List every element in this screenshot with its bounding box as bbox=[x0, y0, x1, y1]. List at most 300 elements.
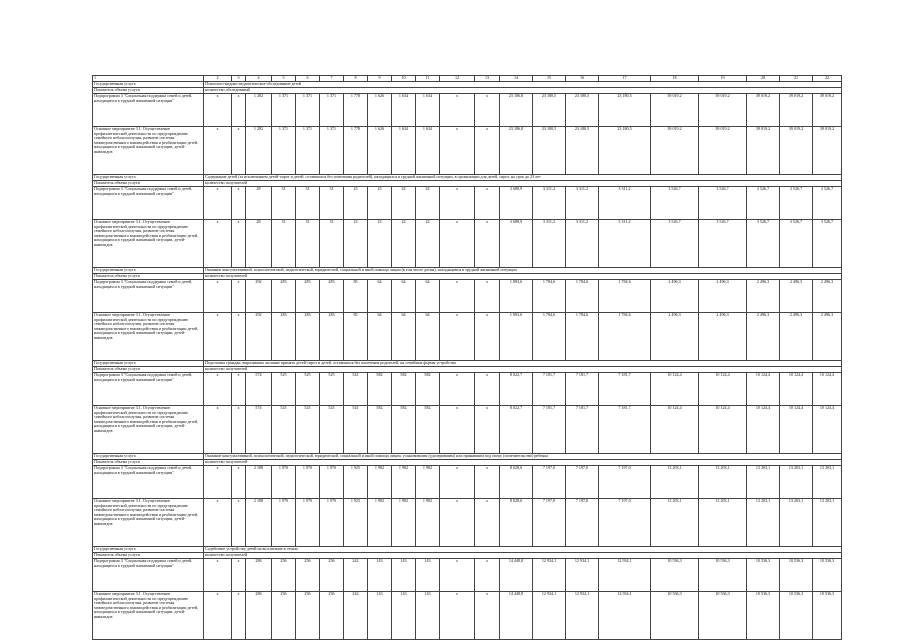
value-cell: 39 019,2 bbox=[747, 127, 780, 175]
value-cell: 10 124,4 bbox=[780, 373, 813, 406]
value-cell: 283 bbox=[320, 280, 344, 313]
value-cell: 7 197,0 bbox=[599, 466, 651, 499]
value-cell: 582 bbox=[392, 406, 416, 454]
value-cell: х bbox=[204, 499, 232, 547]
value-cell: 64 bbox=[416, 280, 440, 313]
value-cell: х bbox=[204, 94, 232, 127]
value-cell: 23 180,5 bbox=[533, 127, 566, 175]
value-cell: 3 526,7 bbox=[813, 187, 842, 220]
value-cell: 3 311,2 bbox=[566, 220, 599, 268]
value-cell: 7 181,7 bbox=[599, 373, 651, 406]
indicator-name: количество получателей bbox=[204, 367, 842, 373]
value-cell: 10 536,3 bbox=[651, 592, 699, 640]
value-cell: 286 bbox=[246, 559, 272, 592]
value-cell: 3 311,2 bbox=[533, 187, 566, 220]
column-number-cell: 10 bbox=[392, 76, 416, 82]
service-name: Содержание детей (за исключением детей-сирот и детей, оставшихся без попечения родителей), находящихся в трудной жизненной ситуации, в организации для детей, сирот, на срок до 23 лет bbox=[204, 175, 842, 181]
value-cell: х bbox=[204, 187, 232, 220]
column-number-cell: 3 bbox=[232, 76, 246, 82]
value-cell: 13 203,1 bbox=[651, 499, 699, 547]
value-cell: 31 bbox=[296, 220, 320, 268]
value-cell: 283 bbox=[320, 313, 344, 361]
value-cell: 1 778 bbox=[344, 94, 368, 127]
value-cell: 286 bbox=[246, 592, 272, 640]
service-label: Государственная услуга bbox=[93, 175, 204, 181]
value-cell: 256 bbox=[320, 592, 344, 640]
service-name: Оказание консультативной, психологической, педагогической, юридической, социальной и иной помощи лицам, усыновившим (удочерившим) или принявшим под опеку (попечительство) ребенка bbox=[204, 454, 842, 460]
value-cell: 1 371 bbox=[272, 94, 296, 127]
value-cell: 28 bbox=[246, 220, 272, 268]
value-cell: 31 bbox=[296, 187, 320, 220]
value-cell: 10 536,3 bbox=[780, 592, 813, 640]
value-cell: 39 019,2 bbox=[651, 127, 699, 175]
value-cell: 12 934,1 bbox=[599, 559, 651, 592]
column-number-cell: 18 bbox=[651, 76, 699, 82]
value-cell: х bbox=[475, 406, 500, 454]
value-cell: 23 180,5 bbox=[599, 127, 651, 175]
value-cell: 7 197,0 bbox=[566, 466, 599, 499]
value-cell: 10 536,3 bbox=[747, 559, 780, 592]
value-cell: х bbox=[440, 280, 475, 313]
value-cell: х bbox=[232, 406, 246, 454]
value-cell: 1 893,6 bbox=[500, 313, 533, 361]
indicator-label: Показатель объема услуги bbox=[93, 553, 204, 559]
value-cell: х bbox=[475, 559, 500, 592]
column-number-cell: 14 bbox=[500, 76, 533, 82]
value-cell: 242 bbox=[344, 592, 368, 640]
value-cell: 14 448,8 bbox=[500, 559, 533, 592]
value-cell: 1 982 bbox=[392, 499, 416, 547]
value-cell: 10 124,4 bbox=[813, 406, 842, 454]
value-cell: 143 bbox=[368, 559, 392, 592]
value-cell: 582 bbox=[416, 373, 440, 406]
value-cell: 1 371 bbox=[296, 94, 320, 127]
value-cell: 12 934,1 bbox=[533, 559, 566, 592]
value-cell: 8 028,6 bbox=[500, 499, 533, 547]
value-cell: 2 188 bbox=[246, 499, 272, 547]
value-cell: 256 bbox=[272, 592, 296, 640]
table-body bbox=[93, 76, 842, 640]
value-cell: 31 bbox=[272, 220, 296, 268]
value-cell: 574 bbox=[246, 406, 272, 454]
value-cell: 525 bbox=[272, 373, 296, 406]
value-cell: 2 496,3 bbox=[747, 280, 780, 313]
indicator-name: количество получателей bbox=[204, 460, 842, 466]
value-cell: 256 bbox=[296, 559, 320, 592]
value-cell: 10 536,3 bbox=[813, 559, 842, 592]
value-cell: 2 496,3 bbox=[780, 313, 813, 361]
value-cell: 143 bbox=[416, 592, 440, 640]
value-cell: х bbox=[440, 94, 475, 127]
value-cell: 1 982 bbox=[368, 466, 392, 499]
value-cell: 1 925 bbox=[344, 466, 368, 499]
value-cell: 64 bbox=[392, 280, 416, 313]
value-cell: 23 186,8 bbox=[500, 94, 533, 127]
value-cell: 10 124,4 bbox=[699, 373, 747, 406]
value-cell: 23 bbox=[368, 187, 392, 220]
column-number-cell: 21 bbox=[780, 76, 813, 82]
value-cell: 10 536,3 bbox=[699, 559, 747, 592]
value-cell: 31 bbox=[272, 187, 296, 220]
value-cell: х bbox=[232, 127, 246, 175]
value-cell: 1 784,6 bbox=[566, 280, 599, 313]
value-cell: х bbox=[475, 187, 500, 220]
column-number-cell: 7 bbox=[320, 76, 344, 82]
value-cell: 7 181,7 bbox=[599, 406, 651, 454]
value-cell: 23 bbox=[368, 220, 392, 268]
value-cell: 13 203,1 bbox=[747, 499, 780, 547]
value-cell: 256 bbox=[320, 559, 344, 592]
value-cell: х bbox=[232, 94, 246, 127]
table-row bbox=[93, 187, 842, 220]
value-cell: х bbox=[475, 127, 500, 175]
program-name-cell: Основное мероприятие 3.1. Осуществление профилактической деятельности по предупреждению семейного неблагополучия, развитие системы межведомственного взаимодействия и реабилитации детей, находящихся в трудной жизненной ситуации, детей-инвалидов bbox=[93, 499, 204, 547]
value-cell: 3 311,2 bbox=[533, 220, 566, 268]
value-cell: 1 282 bbox=[246, 94, 272, 127]
value-cell: 64 bbox=[392, 313, 416, 361]
value-cell: 3 526,7 bbox=[747, 220, 780, 268]
column-number-cell: 1 bbox=[93, 76, 204, 82]
value-cell: 283 bbox=[296, 313, 320, 361]
value-cell: 3 526,7 bbox=[699, 220, 747, 268]
value-cell: 10 124,4 bbox=[780, 406, 813, 454]
value-cell: 39 019,2 bbox=[699, 94, 747, 127]
indicator-label: Показатель объема услуги bbox=[93, 181, 204, 187]
value-cell: 1 626 bbox=[368, 94, 392, 127]
value-cell: х bbox=[475, 499, 500, 547]
value-cell: 85 bbox=[344, 313, 368, 361]
value-cell: 7 181,7 bbox=[533, 406, 566, 454]
indicator-name: количество обследований bbox=[204, 88, 842, 94]
value-cell: х bbox=[232, 373, 246, 406]
value-cell: 1 371 bbox=[272, 127, 296, 175]
value-cell: 23 180,5 bbox=[566, 94, 599, 127]
program-name-cell: Основное мероприятие 3.1. Осуществление профилактической деятельности по предупреждению семейного неблагополучия, развитие системы межведомственного взаимодействия и реабилитации детей, находящихся в трудной жизненной ситуации, детей-инвалидов bbox=[93, 592, 204, 640]
value-cell: 31 bbox=[320, 187, 344, 220]
value-cell: 7 197,0 bbox=[533, 499, 566, 547]
value-cell: 242 bbox=[344, 559, 368, 592]
value-cell: 10 536,3 bbox=[747, 592, 780, 640]
column-number-cell: 11 bbox=[416, 76, 440, 82]
value-cell: 582 bbox=[368, 406, 392, 454]
value-cell: х bbox=[204, 220, 232, 268]
value-cell: 3 526,7 bbox=[780, 220, 813, 268]
value-cell: 39 019,2 bbox=[813, 94, 842, 127]
value-cell: 1 970 bbox=[272, 466, 296, 499]
program-name-cell: Основное мероприятие 3.1. Осуществление профилактической деятельности по предупреждению семейного неблагополучия, развитие системы межведомственного взаимодействия и реабилитации детей, находящихся в трудной жизненной ситуации, детей-инвалидов bbox=[93, 220, 204, 268]
program-name-cell: Основное мероприятие 3.1. Осуществление профилактической деятельности по предупреждению семейного неблагополучия, развитие системы межведомственного взаимодействия и реабилитации детей, находящихся в трудной жизненной ситуации, детей-инвалидов bbox=[93, 406, 204, 454]
value-cell: 10 124,4 bbox=[747, 406, 780, 454]
column-number-cell: 8 bbox=[344, 76, 368, 82]
value-cell: 582 bbox=[368, 373, 392, 406]
value-cell: х bbox=[204, 406, 232, 454]
value-cell: 28 bbox=[246, 187, 272, 220]
value-cell: 39 019,2 bbox=[780, 127, 813, 175]
value-cell: 3 688,9 bbox=[500, 220, 533, 268]
value-cell: х bbox=[440, 373, 475, 406]
indicator-label: Показатель объема услуги bbox=[93, 367, 204, 373]
value-cell: 541 bbox=[344, 406, 368, 454]
value-cell: 2 496,3 bbox=[747, 313, 780, 361]
value-cell: 1 784,6 bbox=[599, 280, 651, 313]
value-cell: х bbox=[204, 592, 232, 640]
value-cell: х bbox=[440, 220, 475, 268]
value-cell: 525 bbox=[272, 406, 296, 454]
value-cell: х bbox=[475, 313, 500, 361]
value-cell: 541 bbox=[344, 373, 368, 406]
value-cell: х bbox=[440, 406, 475, 454]
value-cell: 1 371 bbox=[320, 127, 344, 175]
value-cell: 64 bbox=[416, 313, 440, 361]
value-cell: 143 bbox=[392, 559, 416, 592]
value-cell: 283 bbox=[272, 313, 296, 361]
column-number-cell: 20 bbox=[747, 76, 780, 82]
value-cell: 10 124,4 bbox=[651, 373, 699, 406]
value-cell: 3 526,7 bbox=[747, 187, 780, 220]
value-cell: 2 496,3 bbox=[699, 280, 747, 313]
table-row bbox=[93, 559, 842, 592]
value-cell: 39 019,2 bbox=[699, 127, 747, 175]
value-cell: 14 448,8 bbox=[500, 592, 533, 640]
table-row bbox=[93, 220, 842, 268]
value-cell: 10 124,4 bbox=[747, 373, 780, 406]
table-row bbox=[93, 127, 842, 175]
value-cell: х bbox=[475, 94, 500, 127]
service-name: Оказание консультативной, психологической, педагогической, юридической, социальной и иной помощи лицам (в том числе детям), находящимся в трудной жизненной ситуации bbox=[204, 268, 842, 274]
value-cell: 23 180,5 bbox=[566, 127, 599, 175]
value-cell: 12 934,1 bbox=[566, 559, 599, 592]
value-cell: 12 934,1 bbox=[533, 592, 566, 640]
value-cell: 39 019,2 bbox=[813, 127, 842, 175]
value-cell: 1 634 bbox=[416, 94, 440, 127]
column-number-cell: 13 bbox=[475, 76, 500, 82]
program-name-cell: Подпрограмма 3 "Социальная поддержка семей и детей, находящихся в трудной жизненной ситуации" bbox=[93, 373, 204, 406]
program-name-cell: Подпрограмма 3 "Социальная поддержка семей и детей, находящихся в трудной жизненной ситуации" bbox=[93, 559, 204, 592]
value-cell: 1 626 bbox=[368, 127, 392, 175]
value-cell: х bbox=[475, 592, 500, 640]
value-cell: 24 bbox=[416, 187, 440, 220]
table-row bbox=[93, 406, 842, 454]
value-cell: 525 bbox=[320, 406, 344, 454]
value-cell: 7 181,7 bbox=[566, 406, 599, 454]
value-cell: 23 bbox=[344, 220, 368, 268]
value-cell: 13 203,1 bbox=[813, 499, 842, 547]
value-cell: 1 982 bbox=[416, 499, 440, 547]
value-cell: 256 bbox=[296, 592, 320, 640]
value-cell: 256 bbox=[272, 559, 296, 592]
value-cell: 1 282 bbox=[246, 127, 272, 175]
value-cell: х bbox=[204, 373, 232, 406]
column-number-cell: 2 bbox=[204, 76, 232, 82]
value-cell: 283 bbox=[296, 280, 320, 313]
program-name-cell: Основное мероприятие 3.1. Осуществление профилактической деятельности по предупреждению семейного неблагополучия, развитие системы межведомственного взаимодействия и реабилитации детей, находящихся в трудной жизненной ситуации, детей-инвалидов bbox=[93, 313, 204, 361]
value-cell: 24 bbox=[392, 220, 416, 268]
value-cell: 12 934,1 bbox=[566, 592, 599, 640]
value-cell: 525 bbox=[296, 373, 320, 406]
table-row bbox=[93, 373, 842, 406]
value-cell: х bbox=[204, 280, 232, 313]
indicator-name: количество получателей bbox=[204, 181, 842, 187]
value-cell: 1 784,6 bbox=[533, 280, 566, 313]
service-label: Государственная услуга bbox=[93, 547, 204, 553]
value-cell: 39 019,2 bbox=[747, 94, 780, 127]
value-cell: 1 784,6 bbox=[533, 313, 566, 361]
indicator-label: Показатель объема услуги bbox=[93, 460, 204, 466]
service-name: Подготовка граждан, выразивших желание принять детей-сирот и детей, оставшихся без попечения родителей, на семейные формы устройства bbox=[204, 361, 842, 367]
value-cell: 1 970 bbox=[320, 466, 344, 499]
value-cell: 3 311,2 bbox=[566, 187, 599, 220]
value-cell: 13 203,1 bbox=[699, 466, 747, 499]
service-label: Государственная услуга bbox=[93, 82, 204, 88]
value-cell: 283 bbox=[272, 280, 296, 313]
value-cell: 39 019,2 bbox=[780, 94, 813, 127]
value-cell: 1 634 bbox=[392, 94, 416, 127]
value-cell: х bbox=[204, 559, 232, 592]
value-cell: х bbox=[475, 373, 500, 406]
indicator-name: количество получателей bbox=[204, 553, 842, 559]
value-cell: 12 934,1 bbox=[599, 592, 651, 640]
column-number-cell: 4 bbox=[246, 76, 272, 82]
value-cell: 1 970 bbox=[296, 466, 320, 499]
column-number-cell: 15 bbox=[533, 76, 566, 82]
service-label: Государственная услуга bbox=[93, 454, 204, 460]
value-cell: х bbox=[232, 280, 246, 313]
value-cell: х bbox=[475, 466, 500, 499]
value-cell: 1 893,6 bbox=[500, 280, 533, 313]
value-cell: 3 526,7 bbox=[780, 187, 813, 220]
value-cell: 8 022,7 bbox=[500, 373, 533, 406]
value-cell: 10 124,4 bbox=[699, 406, 747, 454]
table-row bbox=[93, 94, 842, 127]
value-cell: 23 186,8 bbox=[500, 127, 533, 175]
value-cell: 23 180,5 bbox=[599, 94, 651, 127]
value-cell: 1 634 bbox=[392, 127, 416, 175]
value-cell: х bbox=[204, 313, 232, 361]
value-cell: 2 496,3 bbox=[699, 313, 747, 361]
service-label: Государственная услуга bbox=[93, 361, 204, 367]
value-cell: 1 784,6 bbox=[566, 313, 599, 361]
value-cell: 39 019,2 bbox=[651, 94, 699, 127]
value-cell: 85 bbox=[344, 280, 368, 313]
value-cell: 3 311,2 bbox=[599, 187, 651, 220]
value-cell: 143 bbox=[416, 559, 440, 592]
column-number-cell: 5 bbox=[272, 76, 296, 82]
value-cell: 13 203,1 bbox=[699, 499, 747, 547]
value-cell: 7 197,0 bbox=[533, 466, 566, 499]
value-cell: х bbox=[204, 127, 232, 175]
value-cell: х bbox=[232, 592, 246, 640]
value-cell: 1 784,6 bbox=[599, 313, 651, 361]
value-cell: 582 bbox=[416, 406, 440, 454]
indicator-label: Показатель объема услуги bbox=[93, 88, 204, 94]
value-cell: х bbox=[440, 559, 475, 592]
value-cell: 10 536,3 bbox=[780, 559, 813, 592]
value-cell: х bbox=[440, 127, 475, 175]
program-name-cell: Подпрограмма 3 "Социальная поддержка семей и детей, находящихся в трудной жизненной ситуации" bbox=[93, 280, 204, 313]
value-cell: х bbox=[232, 187, 246, 220]
value-cell: 2 496,3 bbox=[651, 280, 699, 313]
value-cell: 31 bbox=[320, 220, 344, 268]
value-cell: 1 970 bbox=[320, 499, 344, 547]
value-cell: 7 197,0 bbox=[599, 499, 651, 547]
value-cell: х bbox=[440, 499, 475, 547]
value-cell: 10 536,3 bbox=[813, 592, 842, 640]
service-name: Психолого-медико-педагогическое обследование детей bbox=[204, 82, 842, 88]
value-cell: 13 203,1 bbox=[651, 466, 699, 499]
value-cell: 10 536,3 bbox=[699, 592, 747, 640]
value-cell: 292 bbox=[246, 280, 272, 313]
value-cell: 143 bbox=[392, 592, 416, 640]
program-name-cell: Основное мероприятие 3.1. Осуществление профилактической деятельности по предупреждению семейного неблагополучия, развитие системы межведомственного взаимодействия и реабилитации детей, находящихся в трудной жизненной ситуации, детей-инвалидов bbox=[93, 127, 204, 175]
value-cell: х bbox=[475, 220, 500, 268]
value-cell: 64 bbox=[368, 313, 392, 361]
value-cell: х bbox=[475, 280, 500, 313]
value-cell: 582 bbox=[392, 373, 416, 406]
value-cell: 23 180,5 bbox=[533, 94, 566, 127]
program-name-cell: Подпрограмма 3 "Социальная поддержка семей и детей, находящихся в трудной жизненной ситуации" bbox=[93, 187, 204, 220]
value-cell: 2 188 bbox=[246, 466, 272, 499]
column-number-cell: 19 bbox=[699, 76, 747, 82]
value-cell: 3 526,7 bbox=[651, 187, 699, 220]
column-number-cell: 17 bbox=[599, 76, 651, 82]
service-name: Содействие устройству детей на воспитание в семью bbox=[204, 547, 842, 553]
value-cell: 24 bbox=[392, 187, 416, 220]
column-number-cell: 22 bbox=[813, 76, 842, 82]
value-cell: 525 bbox=[320, 373, 344, 406]
value-cell: х bbox=[232, 559, 246, 592]
value-cell: 13 203,1 bbox=[780, 499, 813, 547]
value-cell: 2 496,3 bbox=[813, 280, 842, 313]
value-cell: х bbox=[204, 466, 232, 499]
value-cell: 10 124,4 bbox=[813, 373, 842, 406]
column-number-cell: 12 bbox=[440, 76, 475, 82]
value-cell: 10 536,3 bbox=[651, 559, 699, 592]
program-name-cell: Подпрограмма 3 "Социальная поддержка семей и детей, находящихся в трудной жизненной ситуации" bbox=[93, 94, 204, 127]
value-cell: 7 197,0 bbox=[566, 499, 599, 547]
value-cell: 7 181,7 bbox=[533, 373, 566, 406]
value-cell: 7 181,7 bbox=[566, 373, 599, 406]
value-cell: х bbox=[232, 499, 246, 547]
value-cell: 1 982 bbox=[416, 466, 440, 499]
value-cell: х bbox=[440, 313, 475, 361]
value-cell: 2 496,3 bbox=[780, 280, 813, 313]
value-cell: 3 526,7 bbox=[813, 220, 842, 268]
value-cell: 64 bbox=[368, 280, 392, 313]
value-cell: 2 496,3 bbox=[813, 313, 842, 361]
value-cell: 13 203,1 bbox=[747, 466, 780, 499]
value-cell: х bbox=[232, 313, 246, 361]
value-cell: 1 982 bbox=[368, 499, 392, 547]
value-cell: 8 022,7 bbox=[500, 406, 533, 454]
value-cell: х bbox=[440, 187, 475, 220]
value-cell: 1 371 bbox=[320, 94, 344, 127]
value-cell: 1 970 bbox=[272, 499, 296, 547]
table-row bbox=[93, 466, 842, 499]
table-row bbox=[93, 313, 842, 361]
value-cell: 1 371 bbox=[296, 127, 320, 175]
value-cell: 143 bbox=[368, 592, 392, 640]
services-table bbox=[92, 75, 842, 640]
value-cell: 13 203,1 bbox=[813, 466, 842, 499]
column-number-cell: 6 bbox=[296, 76, 320, 82]
column-number-cell: 9 bbox=[368, 76, 392, 82]
value-cell: 3 688,9 bbox=[500, 187, 533, 220]
value-cell: 574 bbox=[246, 373, 272, 406]
value-cell: х bbox=[440, 592, 475, 640]
value-cell: 13 203,1 bbox=[780, 466, 813, 499]
value-cell: 3 526,7 bbox=[651, 220, 699, 268]
value-cell: 1 778 bbox=[344, 127, 368, 175]
